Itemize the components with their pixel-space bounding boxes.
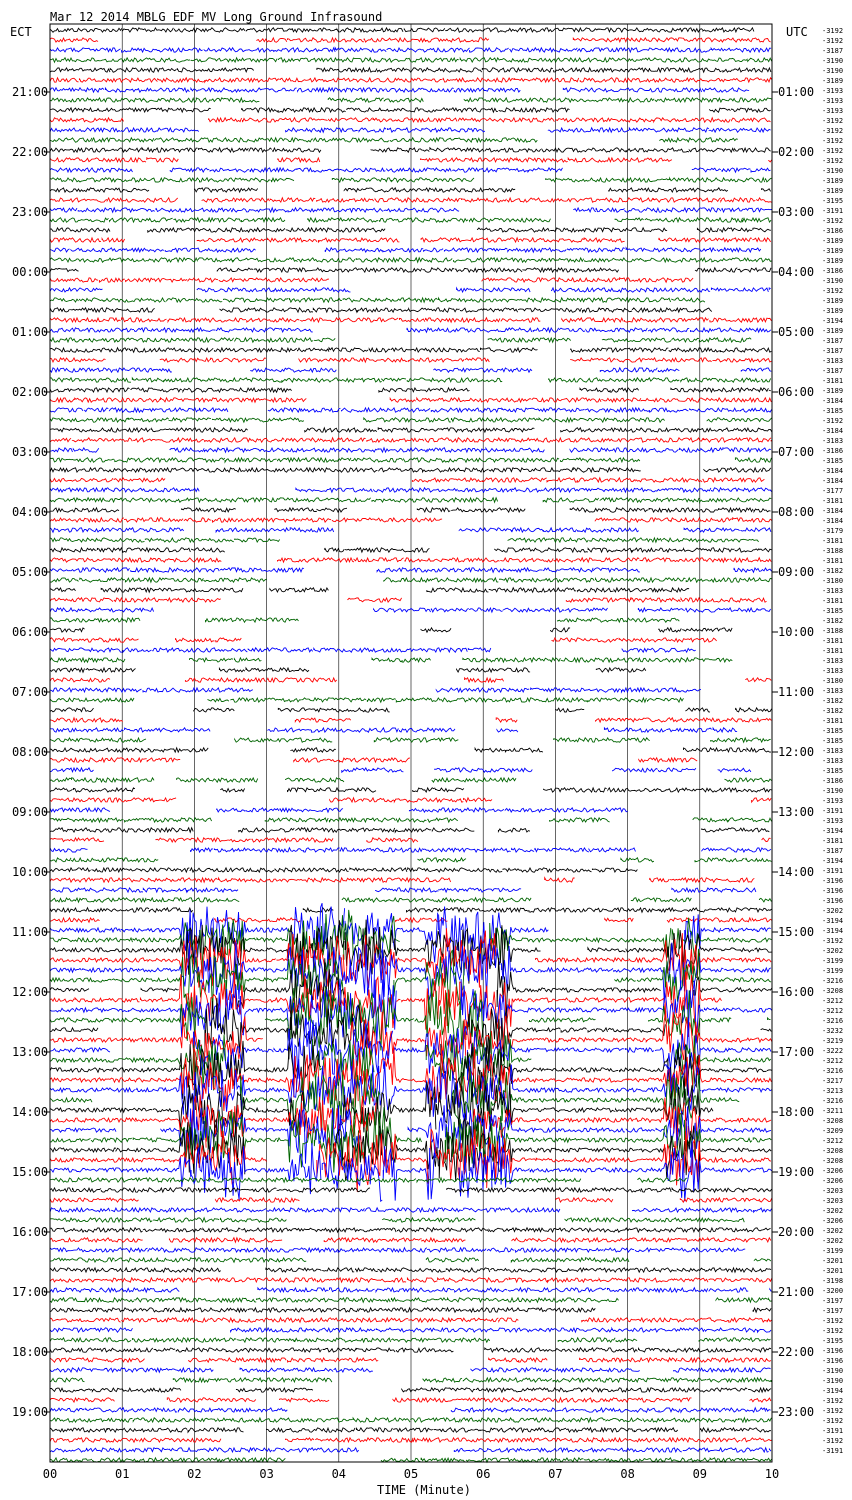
- row-value-label: -3189: [822, 237, 844, 245]
- row-value-label: -3181: [822, 557, 844, 565]
- left-time-label: 09:00: [12, 805, 49, 819]
- row-value-label: -3201: [822, 1257, 844, 1265]
- x-tick-label: 01: [114, 1467, 130, 1481]
- row-value-label: -3190: [822, 67, 844, 75]
- row-value-label: -3189: [822, 177, 844, 185]
- row-value-label: -3185: [822, 737, 844, 745]
- row-value-label: -3192: [822, 117, 844, 125]
- right-time-label: 20:00: [778, 1225, 815, 1239]
- row-value-label: -3192: [822, 157, 844, 165]
- row-value-label: -3182: [822, 697, 844, 705]
- row-value-label: -3187: [822, 367, 844, 375]
- right-time-label: 06:00: [778, 385, 815, 399]
- row-value-label: -3222: [822, 1047, 844, 1055]
- row-value-label: -3181: [822, 377, 844, 385]
- row-value-label: -3190: [822, 167, 844, 175]
- row-value-label: -3216: [822, 1017, 844, 1025]
- row-value-label: -3189: [822, 387, 844, 395]
- left-time-label: 19:00: [12, 1405, 49, 1419]
- row-value-label: -3194: [822, 1387, 844, 1395]
- row-value-label: -3213: [822, 1087, 844, 1095]
- row-value-label: -3189: [822, 187, 844, 195]
- row-value-label: -3183: [822, 757, 844, 765]
- row-value-label: -3212: [822, 1057, 844, 1065]
- row-value-label: -3186: [822, 227, 844, 235]
- row-value-label: -3195: [822, 1337, 844, 1345]
- row-value-label: -3184: [822, 427, 844, 435]
- row-value-label: -3184: [822, 477, 844, 485]
- left-time-label: 23:00: [12, 205, 49, 219]
- row-value-label: -3185: [822, 457, 844, 465]
- row-value-label: -3206: [822, 1167, 844, 1175]
- row-value-label: -3206: [822, 1177, 844, 1185]
- row-value-label: -3184: [822, 517, 844, 525]
- row-value-label: -3192: [822, 1327, 844, 1335]
- right-time-label: 04:00: [778, 265, 815, 279]
- row-value-label: -3203: [822, 1197, 844, 1205]
- x-axis-label: TIME (Minute): [377, 1483, 471, 1497]
- row-value-label: -3179: [822, 527, 844, 535]
- row-value-label: -3189: [822, 77, 844, 85]
- row-value-label: -3184: [822, 467, 844, 475]
- right-time-label: 23:00: [778, 1405, 815, 1419]
- row-value-label: -3191: [822, 207, 844, 215]
- row-value-label: -3192: [822, 37, 844, 45]
- left-time-label: 15:00: [12, 1165, 49, 1179]
- row-value-label: -3208: [822, 1157, 844, 1165]
- right-time-label: 22:00: [778, 1345, 815, 1359]
- chart-title: Mar 12 2014 MBLG EDF MV Long Ground Infrasound: [50, 10, 383, 24]
- x-tick-label: 03: [259, 1467, 274, 1481]
- row-value-label: -3203: [822, 1187, 844, 1195]
- row-value-label: -3192: [822, 1417, 844, 1425]
- row-value-label: -3191: [822, 807, 844, 815]
- row-value-label: -3208: [822, 1147, 844, 1155]
- right-time-label: 03:00: [778, 205, 815, 219]
- row-value-label: -3185: [822, 407, 844, 415]
- row-value-labels: [822, 27, 843, 1455]
- row-value-label: -3206: [822, 1217, 844, 1225]
- left-time-label: 06:00: [12, 625, 49, 639]
- row-value-label: -3184: [822, 507, 844, 515]
- row-value-label: -3216: [822, 1097, 844, 1105]
- right-time-label: 07:00: [778, 445, 815, 459]
- x-tick-label: 07: [548, 1467, 563, 1481]
- row-value-label: -3183: [822, 687, 844, 695]
- left-timezone-label: ECT: [10, 25, 32, 39]
- row-value-label: -3202: [822, 1227, 844, 1235]
- right-time-label: 10:00: [778, 625, 815, 639]
- row-value-label: -3196: [822, 1357, 844, 1365]
- right-timezone-label: UTC: [786, 25, 808, 39]
- left-time-label: 17:00: [12, 1285, 49, 1299]
- row-value-label: -3193: [822, 797, 844, 805]
- row-value-label: -3183: [822, 587, 844, 595]
- row-value-label: -3181: [822, 837, 844, 845]
- row-value-label: -3201: [822, 1267, 844, 1275]
- row-value-label: -3219: [822, 1037, 844, 1045]
- row-value-label: -3187: [822, 847, 844, 855]
- row-value-label: -3183: [822, 667, 844, 675]
- row-value-label: -3197: [822, 1307, 844, 1315]
- row-value-label: -3199: [822, 967, 844, 975]
- left-time-label: 11:00: [12, 925, 49, 939]
- row-value-label: -3185: [822, 607, 844, 615]
- row-value-label: -3181: [822, 637, 844, 645]
- row-value-label: -3180: [822, 577, 844, 585]
- right-time-label: 21:00: [778, 1285, 815, 1299]
- row-value-label: -3192: [822, 147, 844, 155]
- right-time-label: 01:00: [778, 85, 815, 99]
- row-value-label: -3189: [822, 327, 844, 335]
- left-time-label: 02:00: [12, 385, 49, 399]
- row-value-label: -3194: [822, 317, 844, 325]
- row-value-label: -3202: [822, 947, 844, 955]
- left-time-label: 00:00: [12, 265, 49, 279]
- row-value-label: -3183: [822, 747, 844, 755]
- left-time-label: 04:00: [12, 505, 49, 519]
- row-value-label: -3196: [822, 877, 844, 885]
- right-time-label: 11:00: [778, 685, 815, 699]
- row-value-label: -3183: [822, 357, 844, 365]
- left-time-label: 12:00: [12, 985, 49, 999]
- row-value-label: -3187: [822, 47, 844, 55]
- row-value-label: -3191: [822, 1447, 844, 1455]
- right-time-label: 09:00: [778, 565, 815, 579]
- left-time-label: 03:00: [12, 445, 49, 459]
- row-value-label: -3197: [822, 1297, 844, 1305]
- right-time-label: 17:00: [778, 1045, 815, 1059]
- row-value-label: -3232: [822, 1027, 844, 1035]
- row-value-label: -3196: [822, 1347, 844, 1355]
- row-value-label: -3183: [822, 657, 844, 665]
- left-time-label: 13:00: [12, 1045, 49, 1059]
- x-tick-label: 09: [692, 1467, 708, 1481]
- row-value-label: -3188: [822, 627, 844, 635]
- row-value-label: -3208: [822, 1117, 844, 1125]
- row-value-label: -3187: [822, 347, 844, 355]
- row-value-label: -3185: [822, 767, 844, 775]
- row-value-label: -3182: [822, 707, 844, 715]
- x-tick-label: 02: [187, 1467, 202, 1481]
- left-time-label: 14:00: [12, 1105, 49, 1119]
- row-value-label: -3180: [822, 677, 844, 685]
- row-value-label: -3196: [822, 897, 844, 905]
- row-value-label: -3190: [822, 1367, 844, 1375]
- row-value-label: -3188: [822, 547, 844, 555]
- x-tick-label: 10: [764, 1467, 780, 1481]
- row-value-label: -3199: [822, 1247, 844, 1255]
- row-value-label: -3193: [822, 817, 844, 825]
- row-value-label: -3192: [822, 137, 844, 145]
- row-value-label: -3202: [822, 1207, 844, 1215]
- row-value-label: -3199: [822, 957, 844, 965]
- x-tick-label: 05: [403, 1467, 419, 1481]
- row-value-label: -3209: [822, 1127, 844, 1135]
- left-time-label: 21:00: [12, 85, 49, 99]
- right-time-label: 02:00: [778, 145, 815, 159]
- row-value-label: -3192: [822, 127, 844, 135]
- row-value-label: -3194: [822, 917, 844, 925]
- row-value-label: -3192: [822, 217, 844, 225]
- right-time-label: 08:00: [778, 505, 815, 519]
- row-value-label: -3185: [822, 727, 844, 735]
- row-value-label: -3194: [822, 927, 844, 935]
- row-value-label: -3181: [822, 597, 844, 605]
- row-value-label: -3192: [822, 1437, 844, 1445]
- row-value-label: -3186: [822, 777, 844, 785]
- row-value-label: -3190: [822, 57, 844, 65]
- x-tick-label: 00: [42, 1467, 58, 1481]
- right-time-label: 18:00: [778, 1105, 815, 1119]
- row-value-label: -3194: [822, 857, 844, 865]
- row-value-label: -3189: [822, 307, 844, 315]
- row-value-label: -3202: [822, 907, 844, 915]
- row-value-label: -3186: [822, 267, 844, 275]
- row-value-label: -3192: [822, 287, 844, 295]
- right-time-label: 13:00: [778, 805, 815, 819]
- row-value-label: -3190: [822, 787, 844, 795]
- left-time-label: 07:00: [12, 685, 49, 699]
- right-time-label: 05:00: [778, 325, 815, 339]
- row-value-label: -3193: [822, 107, 844, 115]
- row-value-label: -3182: [822, 567, 844, 575]
- left-time-label: 22:00: [12, 145, 49, 159]
- row-value-label: -3216: [822, 977, 844, 985]
- left-time-label: 01:00: [12, 325, 49, 339]
- row-value-label: -3194: [822, 827, 844, 835]
- row-value-label: -3192: [822, 417, 844, 425]
- row-value-label: -3196: [822, 887, 844, 895]
- row-value-label: -3200: [822, 1287, 844, 1295]
- row-value-label: -3212: [822, 1007, 844, 1015]
- row-value-label: -3189: [822, 297, 844, 305]
- row-value-label: -3212: [822, 1137, 844, 1145]
- right-time-label: 15:00: [778, 925, 815, 939]
- row-value-label: -3181: [822, 647, 844, 655]
- row-value-label: -3181: [822, 497, 844, 505]
- row-value-label: -3195: [822, 197, 844, 205]
- row-value-label: -3192: [822, 1407, 844, 1415]
- left-time-label: 18:00: [12, 1345, 49, 1359]
- row-value-label: -3211: [822, 1107, 844, 1115]
- right-time-label: 14:00: [778, 865, 815, 879]
- row-value-label: -3217: [822, 1077, 844, 1085]
- row-value-label: -3181: [822, 537, 844, 545]
- row-value-label: -3190: [822, 1377, 844, 1385]
- row-value-label: -3189: [822, 257, 844, 265]
- left-time-label: 16:00: [12, 1225, 49, 1239]
- row-value-label: -3186: [822, 447, 844, 455]
- row-value-label: -3182: [822, 617, 844, 625]
- row-value-label: -3177: [822, 487, 844, 495]
- right-time-label: 16:00: [778, 985, 815, 999]
- right-time-label: 12:00: [778, 745, 815, 759]
- row-value-label: -3193: [822, 87, 844, 95]
- row-value-label: -3192: [822, 1317, 844, 1325]
- row-value-label: -3216: [822, 1067, 844, 1075]
- row-value-label: -3184: [822, 397, 844, 405]
- left-time-label: 10:00: [12, 865, 49, 879]
- x-tick-label: 08: [620, 1467, 635, 1481]
- right-time-label: 19:00: [778, 1165, 815, 1179]
- row-value-label: -3212: [822, 997, 844, 1005]
- row-value-label: -3187: [822, 337, 844, 345]
- row-value-label: -3208: [822, 987, 844, 995]
- x-tick-label: 06: [475, 1467, 491, 1481]
- x-tick-label: 04: [331, 1467, 347, 1481]
- row-value-label: -3193: [822, 97, 844, 105]
- left-time-label: 05:00: [12, 565, 49, 579]
- row-value-label: -3190: [822, 277, 844, 285]
- row-value-label: -3192: [822, 27, 844, 35]
- row-value-label: -3191: [822, 1427, 844, 1435]
- left-time-label: 08:00: [12, 745, 49, 759]
- row-value-label: -3189: [822, 247, 844, 255]
- row-value-label: -3183: [822, 437, 844, 445]
- row-value-label: -3192: [822, 1397, 844, 1405]
- row-value-label: -3192: [822, 937, 844, 945]
- row-value-label: -3202: [822, 1237, 844, 1245]
- row-value-label: -3191: [822, 867, 844, 875]
- row-value-label: -3181: [822, 717, 844, 725]
- row-value-label: -3198: [822, 1277, 844, 1285]
